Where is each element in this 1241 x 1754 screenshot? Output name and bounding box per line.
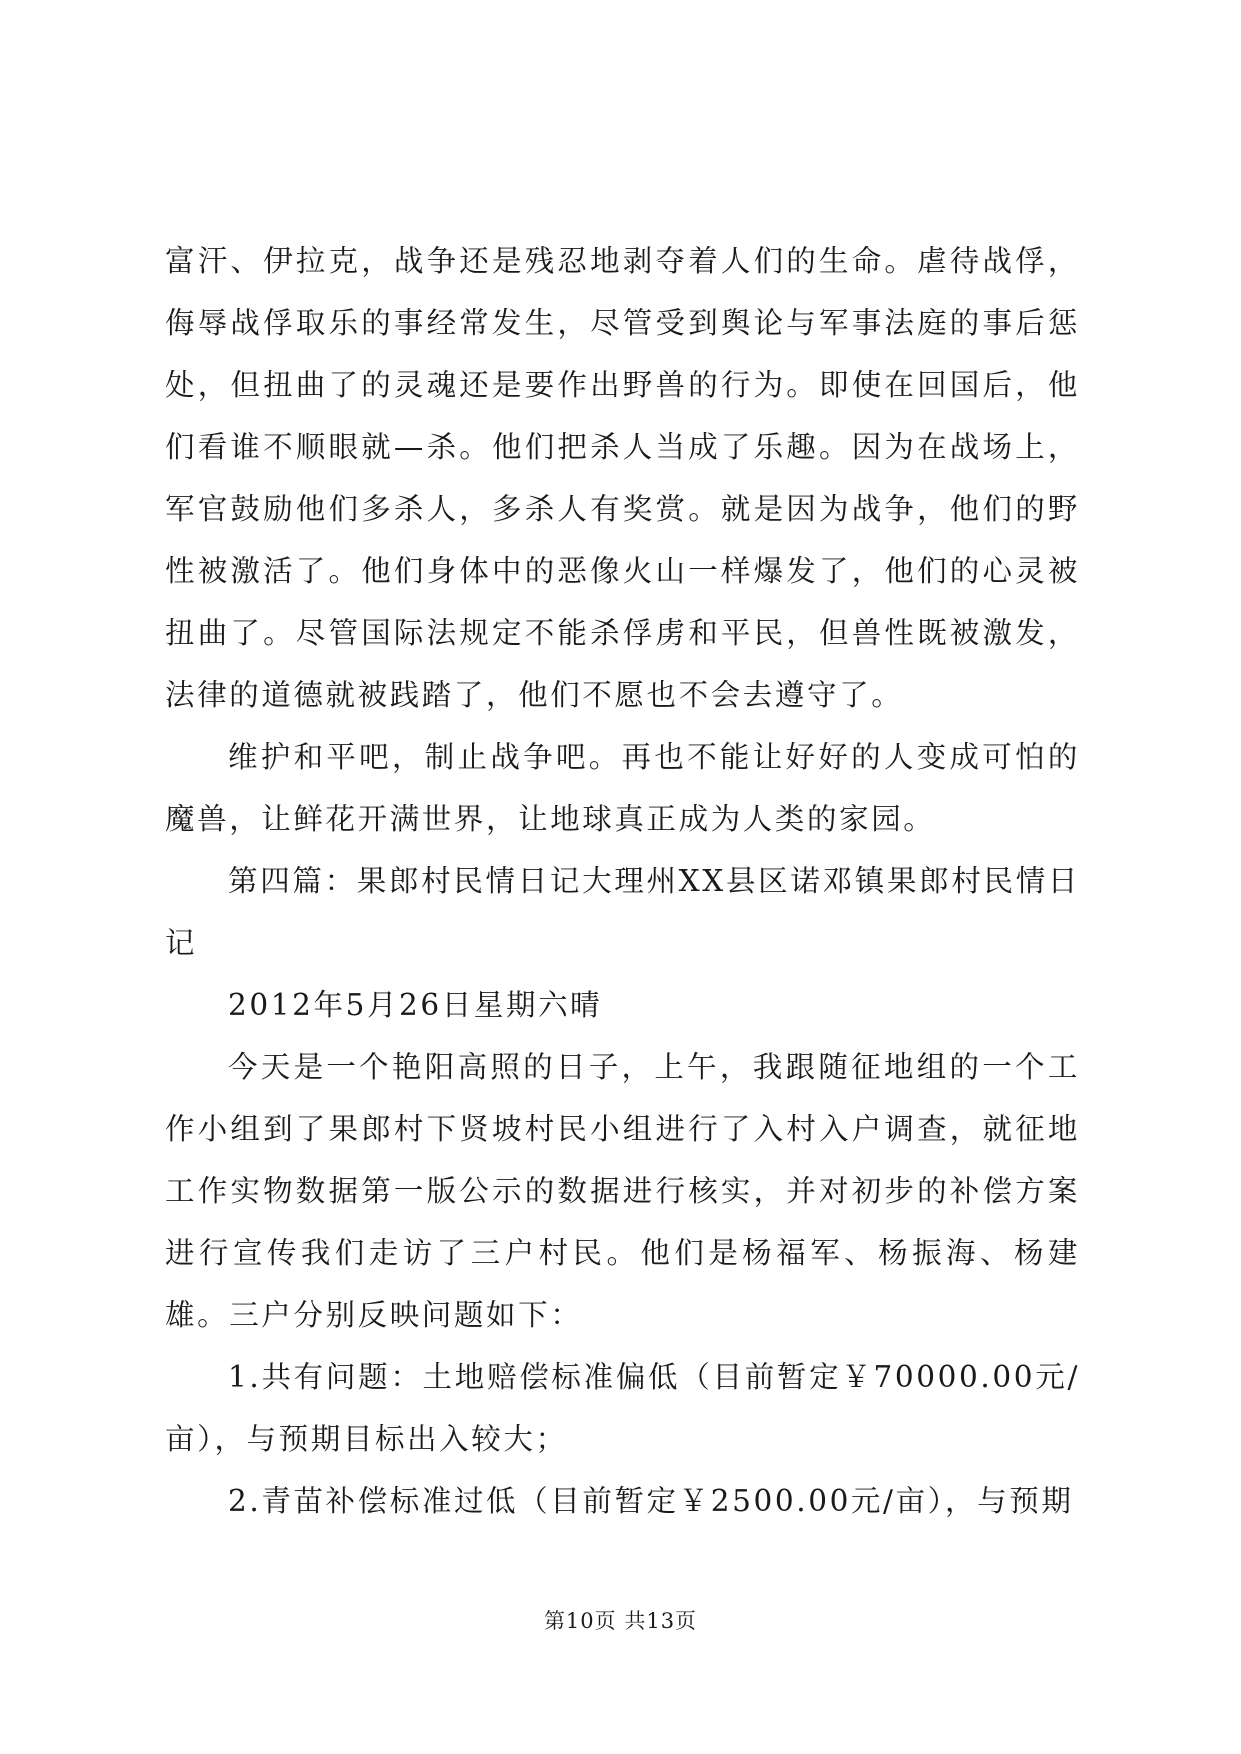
paragraph-peace: 维护和平吧，制止战争吧。再也不能让好好的人变成可怕的魔兽，让鲜花开满世界，让地球真正成为人类的家园。 bbox=[165, 740, 1080, 836]
list-item-2: 2.青苗补偿标准过低（目前暂定￥2500.00元/亩），与预期 bbox=[228, 1484, 1074, 1518]
paragraph-war-continued: 富汗、伊拉克，战争还是残忍地剥夺着人们的生命。虐待战俘，侮辱战俘取乐的事经常发生，尽管受到舆论与军事法庭的事后惩处，但扭曲了的灵魂还是要作出野兽的行为。即使在回国后，他们看谁不顺眼就—杀。他们把杀人当成了乐趣。因为在战场上，军官鼓励他们多杀人，多杀人有奖赏。就是因为战争，他们的野性被激活了。他们身体中的恶像火山一样爆发了，他们的心灵被扭曲了。尽管国际法规定不能杀俘虏和平民，但兽性既被激发，法律的道德就被践踏了，他们不愿也不会去遵守了。 bbox=[165, 244, 1080, 712]
list-item-1: 1.共有问题：土地赔偿标准偏低（目前暂定￥70000.00元/亩），与预期目标出入较大； bbox=[165, 1360, 1080, 1456]
section-heading-fourth: 第四篇：果郎村民情日记大理州XX县区诺邓镇果郎村民情日记 bbox=[165, 864, 1080, 960]
page-footer: 第10页 共13页 bbox=[543, 1609, 698, 1633]
paragraph-diary-entry: 今天是一个艳阳高照的日子，上午，我跟随征地组的一个工作小组到了果郎村下贤坡村民小组进行了入村入户调查，就征地工作实物数据第一版公示的数据进行核实，并对初步的补偿方案进行宣传我们走访了三户村民。他们是杨福军、杨振海、杨建雄。三户分别反映问题如下： bbox=[165, 1050, 1080, 1332]
diary-date: 2012年5月26日星期六晴 bbox=[228, 988, 603, 1022]
document-body bbox=[165, 230, 1080, 1532]
